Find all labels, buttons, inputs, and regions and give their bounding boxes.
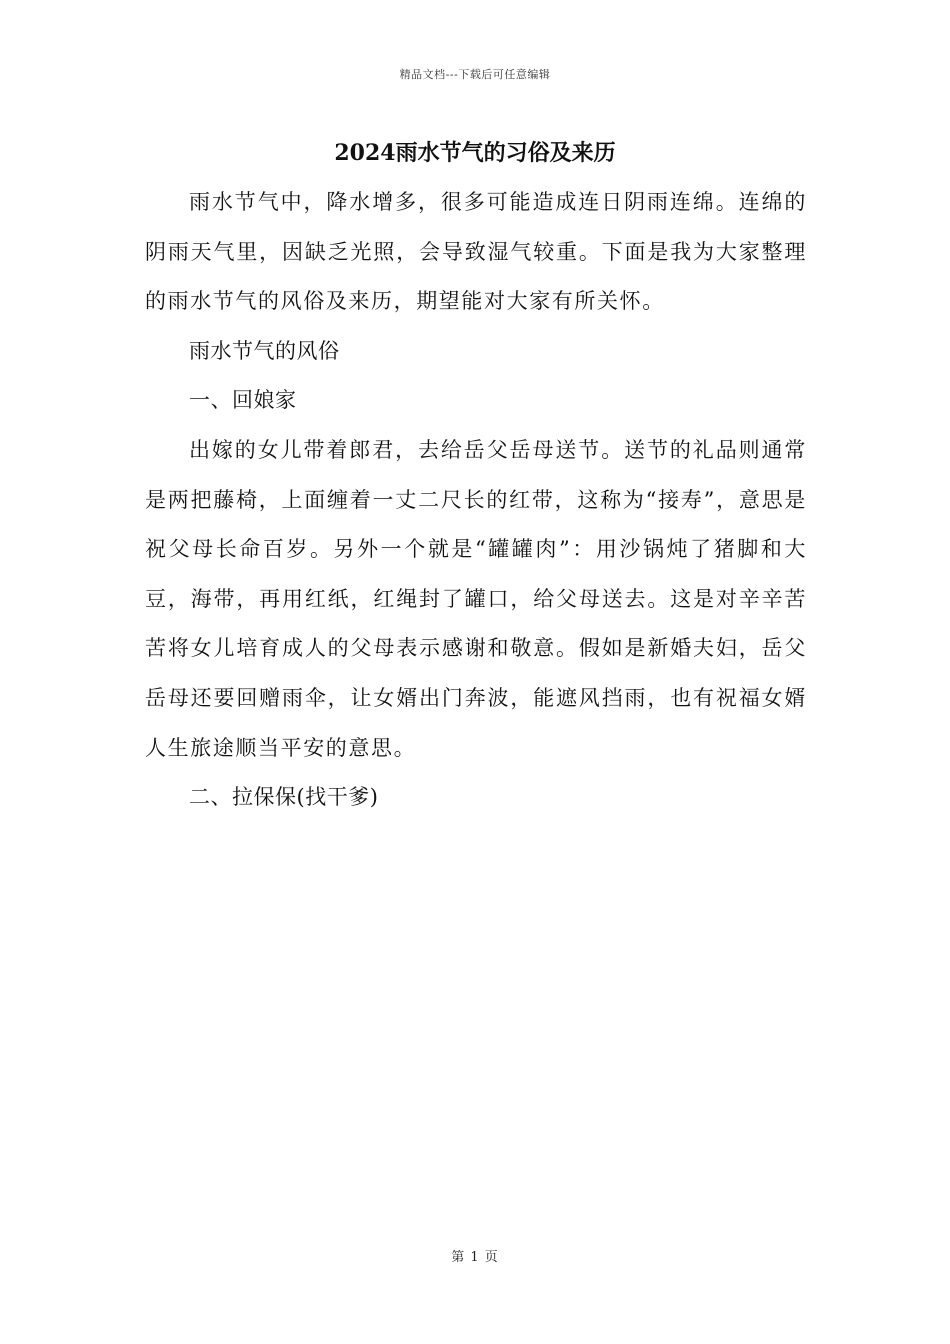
- subsection-heading-2: 二、拉保保(找干爹): [189, 785, 379, 810]
- page-number: 第 1 页: [451, 1250, 499, 1265]
- page-header: 精品文档---下载后可任意编辑: [399, 68, 551, 81]
- subsection-heading-1: 一、回娘家: [189, 388, 297, 413]
- document-title: 2024雨水节气的习俗及来历: [334, 140, 616, 166]
- intro-paragraph: 雨水节气中，降水增多，很多可能造成连日阴雨连绵。连绵的阴雨天气里，因缺乏光照，会导致湿气较重。下面是我为大家整理的雨水节气的风俗及来历，期望能对大家有所关怀。: [145, 190, 807, 314]
- body-paragraph: 出嫁的女儿带着郎君，去给岳父岳母送节。送节的礼品则通常是两把藤椅，上面缠着一丈二尺长的红带，这称为“接寿”，意思是祝父母长命百岁。另外一个就是“罐罐肉”：用沙锅炖了猪脚和大豆，海带，再用红纸，红绳封了罐口，给父母送去。这是对辛辛苦苦将女儿培育成人的父母表示感谢和敬意。假如是新婚夫妇，岳父岳母还要回赠雨伞，让女婿出门奔波，能遮风挡雨，也有祝福女婿人生旅途顺当平安的意思。: [145, 437, 807, 760]
- section-heading: 雨水节气的风俗: [189, 338, 340, 363]
- document-body: [145, 178, 807, 823]
